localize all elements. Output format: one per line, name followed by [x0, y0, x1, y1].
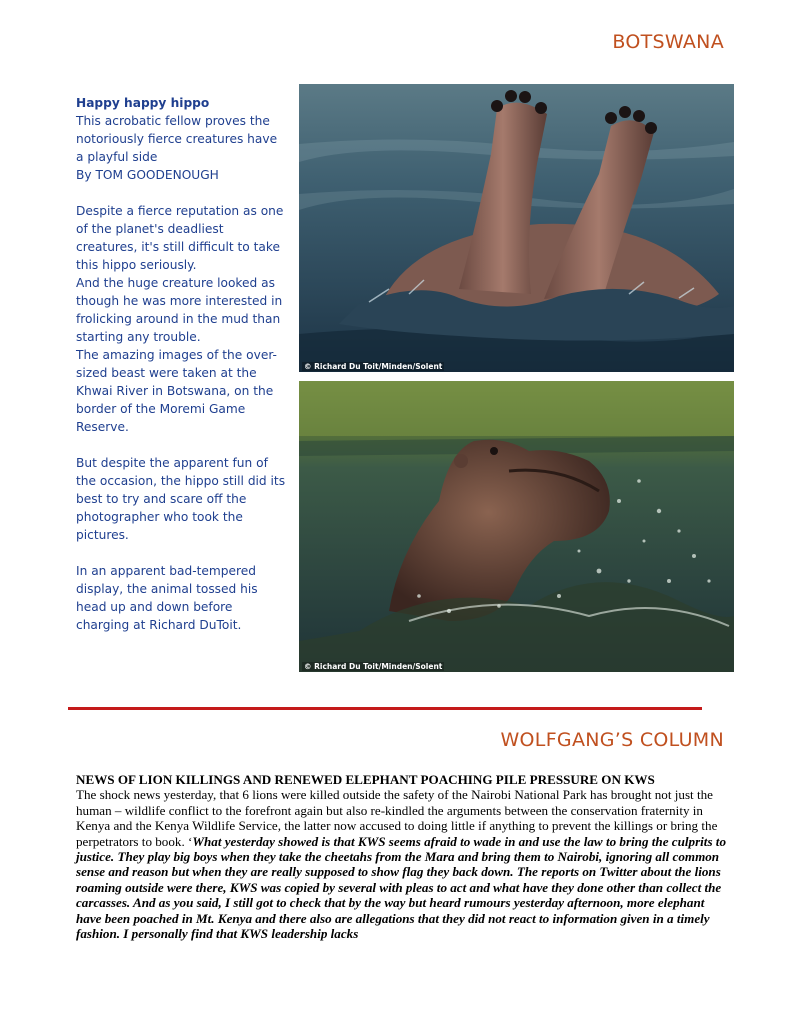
photo-credit: © Richard Du Toit/Minden/Solent [304, 362, 443, 371]
column-body [76, 787, 726, 941]
section-title-column: WOLFGANG’S COLUMN [500, 729, 724, 751]
hippo-legs-photo [299, 84, 734, 372]
hippo-splash-photo [299, 381, 734, 672]
section-divider [68, 707, 702, 710]
section-title-botswana: BOTSWANA [612, 31, 724, 53]
story-paragraph: And the huge creature looked as though he was more interested in frolicking around in the mud than starting any trouble. [76, 276, 283, 344]
story-paragraph: In an apparent bad-tempered display, the animal tossed his head up and down before charging at Richard DuToit. [76, 564, 258, 632]
story-column [76, 94, 286, 634]
story-headline: Happy happy hippo [76, 96, 210, 110]
story-paragraph: Despite a fierce reputation as one of the planet's deadliest creatures, it's still difficult to take this hippo seriously. [76, 204, 284, 272]
photo-credit: © Richard Du Toit/Minden/Solent [304, 662, 443, 671]
column-article [76, 772, 726, 941]
story-paragraph: But despite the apparent fun of the occasion, the hippo still did its best to try and scare off the photographer who took the pictures. [76, 456, 286, 542]
story-byline: By TOM GOODENOUGH [76, 168, 219, 182]
story-paragraph: The amazing images of the over-sized beast were taken at the Khwai River in Botswana, on the border of the Moremi Game Reserve. [76, 348, 277, 434]
story-standfirst: This acrobatic fellow proves the notoriously fierce creatures have a playful side [76, 114, 278, 164]
column-body-text: The shock news yesterday, that 6 lions were killed outside the safety of the Nairobi National Park has brought not just the human – wildlife conflict to the forefront again but also re-kindled the arguments between the conservation fraternity in Kenya and the Kenya Wildlife Service, the latter now accused to doing little if anything to prevent the killings or bring the perpetrators to book. ‘ [76, 787, 718, 849]
column-headline: NEWS OF LION KILLINGS AND RENEWED ELEPHANT POACHING PILE PRESSURE ON KWS [76, 772, 655, 787]
column-quote: What yesterday showed is that KWS seems afraid to wade in and use the law to bring the culprits to justice. They play big boys when they take the cheetahs from the Mara and bring them to Nairobi, ignoring all common sense and reason but when they are really supposed to show flag they back down. The reports on Twitter about the lions roaming outside were there, KWS was copied by several with pleas to act and what have they done other than collect the carcasses. And as you said, I still got to check that by the way but heard rumours yesterday afternoon, more elephant have been poached in Mt. Kenya and there also are allegations that they did not react to information given in a timely fashion. I personally find that KWS leadership lacks [76, 833, 726, 942]
